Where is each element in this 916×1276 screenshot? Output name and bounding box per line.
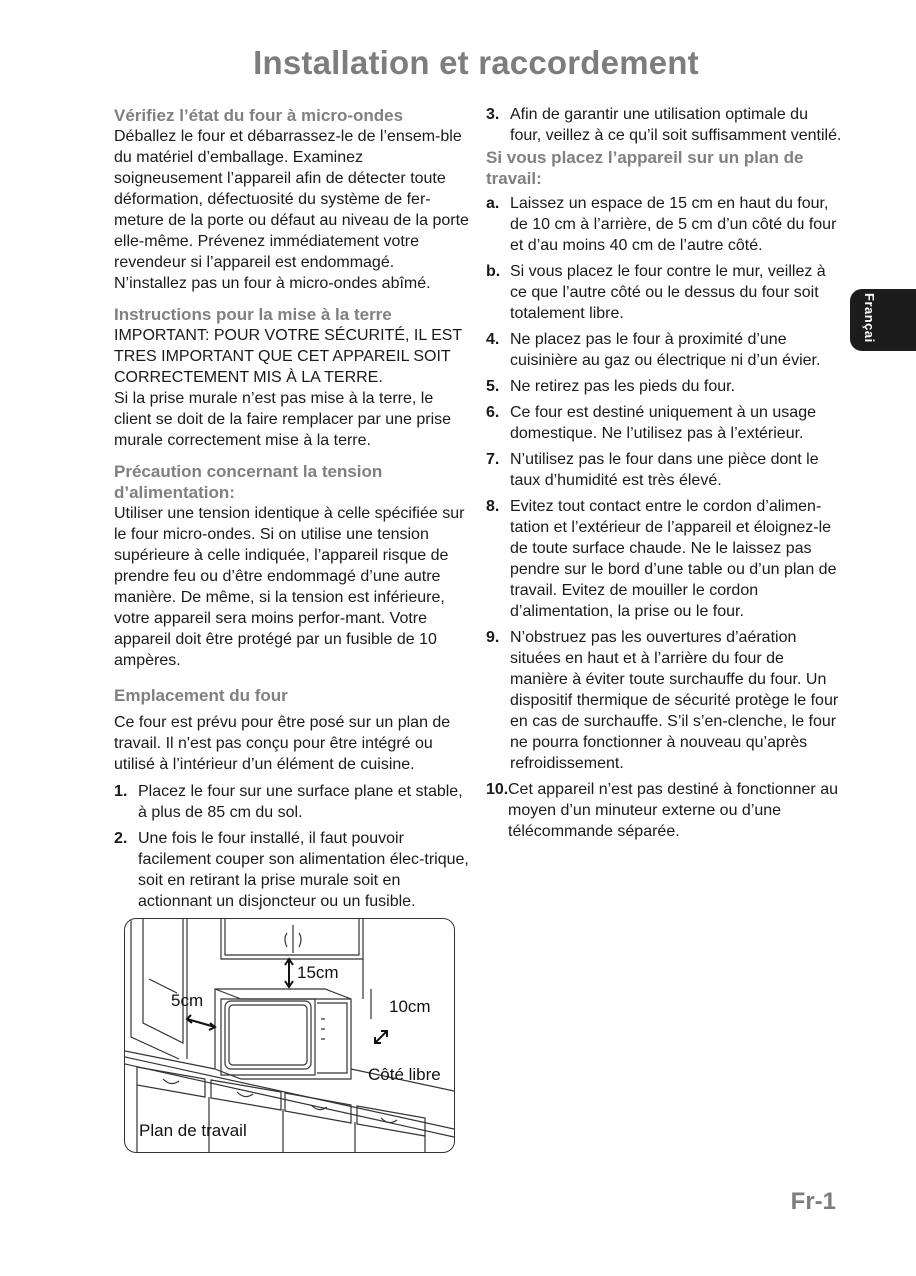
list-item: [486, 193, 842, 256]
section-body-important: IMPORTANT: POUR VOTRE SÉCURITÉ, IL EST TRES IMPORTANT QUE CET APPAREIL SOIT CORRECTEMENT MIS À LA TERRE.: [114, 327, 462, 386]
list-item: [486, 402, 842, 444]
section-body: Ce four est prévu pour être posé sur un plan de travail. Il n'est pas conçu pour être intégré ou utilisé à l’intérieur d’un élément de cuisine.: [114, 714, 451, 773]
section-heading: Précaution concernant la tension d’alimentation:: [114, 462, 383, 502]
section-location: [114, 685, 470, 912]
list-item-number: 9.: [486, 629, 500, 646]
list-item-text: Evitez tout contact entre le cordon d’alimen-tation et l’extérieur de l’appareil et éloignez-le de toute surface chaude. Ne le laissez pas pendre sur le bord d’une table ou d’un plan de travail. Evitez de mouiller le cordon d’alimentation, la prise ou le four.: [510, 498, 837, 620]
label-top-clearance: 15cm: [297, 963, 339, 982]
left-column: [114, 105, 470, 922]
list-item-text: N’utilisez pas le four dans une pièce dont le taux d’humidité est très élevé.: [510, 451, 819, 489]
label-free-side: Côté libre: [368, 1065, 441, 1084]
label-counter: Plan de travail: [139, 1121, 247, 1140]
list-item: [486, 627, 842, 774]
section-body: Utiliser une tension identique à celle spécifiée sur le four micro-ondes. Si on utilise une tension supérieure à celle indiquée, l’appareil risque de prendre feu ou d’être endommagé d’une autre manière. De même, si la tension est inférieure, votre appareil sera moins perfor-mant. Votre appareil doit être protégé par un fusible de 10 ampères.: [114, 505, 465, 669]
section-heading: Instructions pour la mise à la terre: [114, 305, 392, 324]
list-item-text: Une fois le four installé, il faut pouvoir facilement couper son alimentation élec-trique, soit en retirant la prise murale soit en actionnant un disjoncteur ou un fusible.: [138, 830, 469, 910]
section-heading: Vérifiez l’état du four à micro-ondes: [114, 106, 404, 125]
page-title: Installation et raccordement: [253, 44, 699, 81]
list-item: [486, 261, 842, 324]
list-item-number: 10.: [486, 781, 509, 798]
subsection-heading: Si vous placez l’appareil sur un plan de travail:: [486, 148, 804, 188]
language-tab: [850, 289, 916, 351]
kitchen-illustration: [125, 919, 454, 1152]
list-item-letter: a.: [486, 195, 500, 212]
label-side-clearance: 5cm: [171, 991, 204, 1010]
list-item-text: N’obstruez pas les ouvertures d’aération situées en haut et à l’arrière du four de manière à éviter toute surchauffe du four. Un dispositif thermique de sécurité protège le four en cas de surchauffe. S’il s’en-clenche, le four ne pourra fonctionner à nouveau qu’après refroidissement.: [510, 629, 839, 772]
label-back-clearance: 10cm: [389, 997, 431, 1016]
list-item-text: Laissez un espace de 15 cm en haut du four, de 10 cm à l’arrière, de 5 cm d’un côté du four et d’au moins 40 cm de l’autre côté.: [510, 195, 837, 254]
list-item-text: Ne retirez pas les pieds du four.: [510, 378, 736, 395]
list-item-letter: b.: [486, 263, 501, 280]
list-item-number: 1.: [114, 783, 128, 800]
list-item-number: 6.: [486, 404, 500, 421]
section-grounding: [114, 304, 470, 451]
section-body: Si la prise murale n’est pas mise à la terre, le client se doit de la faire remplacer par une prise murale correctement mise à la terre.: [114, 390, 452, 449]
list-item-number: 4.: [486, 331, 500, 348]
page-number: Fr-1: [790, 1188, 836, 1215]
section-check-oven: [114, 105, 470, 294]
list-item-text: Si vous placez le four contre le mur, veillez à ce que l’autre côté ou le dessus du four soit totalement libre.: [510, 263, 826, 322]
language-tab-label: Françai: [862, 293, 877, 343]
list-item: [486, 104, 842, 146]
list-item-number: 7.: [486, 451, 500, 468]
list-item: [486, 376, 842, 397]
right-column: [486, 104, 842, 847]
list-item: [114, 781, 470, 823]
list-item-number: 5.: [486, 378, 500, 395]
list-item-number: 8.: [486, 498, 500, 515]
list-item: [114, 828, 470, 912]
list-item-text: Cet appareil n’est pas destiné à fonctionner au moyen d’un minuteur externe ou d’une télécommande séparée.: [508, 781, 838, 840]
section-heading: Emplacement du four: [114, 686, 288, 705]
installation-diagram: [124, 918, 455, 1153]
list-item-number: 2.: [114, 830, 128, 847]
list-item-text: Ne placez pas le four à proximité d’une cuisinière au gaz ou électrique ni d’un évier.: [510, 331, 821, 369]
list-item-number: 3.: [486, 106, 500, 123]
list-item: [486, 449, 842, 491]
list-item: [486, 496, 842, 622]
list-item-text: Placez le four sur une surface plane et stable, à plus de 85 cm du sol.: [138, 783, 463, 821]
section-voltage: [114, 461, 470, 671]
list-item: [486, 329, 842, 371]
list-item-text: Afin de garantir une utilisation optimale du four, veillez à ce qu’il soit suffisamment ventilé.: [510, 106, 842, 144]
section-body: Déballez le four et débarrassez-le de l’ensem-ble du matériel d’emballage. Examinez soigneusement l’appareil afin de détecter toute déformation, défectuosité du système de fer-meture de la porte ou défaut au niveau de la porte elle-même. Prévenez immédiatement votre revendeur si l’appareil est endommagé. N’installez pas un four à micro-ondes abîmé.: [114, 128, 469, 292]
list-item: [486, 779, 842, 842]
list-item-text: Ce four est destiné uniquement à un usage domestique. Ne l’utilisez pas à l’extérieur.: [510, 404, 816, 442]
